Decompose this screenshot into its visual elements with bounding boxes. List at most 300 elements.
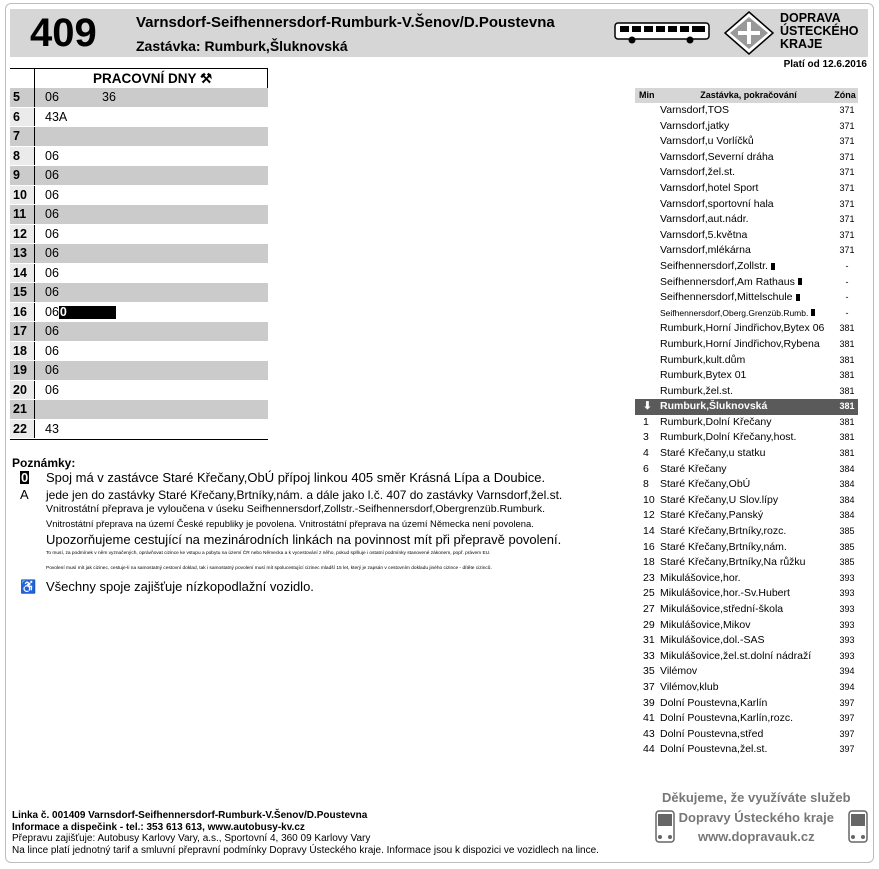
- stop-minute: [635, 290, 660, 306]
- hour-row: [10, 186, 268, 206]
- stop-zone: 397: [839, 744, 855, 755]
- note-wheelchair: [20, 579, 314, 595]
- note-mark: A: [20, 487, 29, 502]
- stop-minute: [635, 197, 660, 213]
- hour-label: 10: [10, 186, 34, 205]
- minutes: [34, 225, 268, 244]
- stop-minute: [635, 150, 660, 166]
- stop-minute: [635, 103, 660, 119]
- stop-row: [635, 165, 858, 181]
- wheelchair-icon: ♿: [20, 579, 37, 594]
- stop-name-text: Rumburk,Šluknovská: [660, 400, 768, 413]
- stop-name-text: Dolní Poustevna,Karlín,rozc.: [660, 712, 794, 725]
- stop-name: [660, 150, 836, 166]
- stop-zone: -: [845, 260, 849, 271]
- stop-name: [660, 368, 836, 384]
- hour-row: [10, 264, 268, 284]
- stop-minute: [635, 165, 660, 181]
- hour-row: [10, 322, 268, 342]
- stop-name: [660, 134, 836, 150]
- stop-name-text: Rumburk,Dolní Křečany: [660, 415, 772, 428]
- stop-name: [660, 306, 836, 322]
- stop-zone: 381: [839, 323, 855, 334]
- stop-name-text: Varnsdorf,Severní dráha: [660, 150, 774, 163]
- stop-zone: 371: [839, 182, 855, 193]
- stop-row: [635, 680, 858, 696]
- stop-minute: [635, 212, 660, 228]
- stop-name: [660, 524, 836, 540]
- hour-label: 9: [10, 166, 34, 185]
- note-mark: 0: [59, 306, 116, 319]
- minutes: [34, 108, 268, 127]
- stop-minute: [635, 337, 660, 353]
- departure-minute: 06: [45, 265, 59, 280]
- stop-minute: 3: [643, 431, 649, 444]
- footer-line: Linka č. 001409 Varnsdorf-Seifhennersdorf-Rumburk-V.Šenov/D.Poustevna: [12, 810, 368, 821]
- stop-row: [635, 664, 858, 680]
- stop-zone: 394: [839, 681, 855, 692]
- note-text: Upozorňujeme cestující na mezinárodních linkách na povinnost mít při přepravě povolení.: [46, 532, 562, 547]
- stop-name-text: Varnsdorf,sportovní hala: [660, 197, 774, 210]
- header-zone: Zóna: [834, 90, 856, 100]
- departure-minute: 06: [45, 246, 59, 260]
- stop-row: [635, 368, 858, 384]
- stop-minute: 35: [643, 665, 655, 678]
- stop-name-text: Seifhennersdorf,Am Rathaus: [660, 275, 795, 288]
- stop-name: [660, 742, 836, 758]
- border-mark-icon: [798, 278, 802, 285]
- hour-row: [10, 225, 268, 245]
- hour-label: 17: [10, 322, 34, 341]
- stop-zone: 381: [839, 354, 855, 365]
- stop-name: [660, 508, 836, 524]
- stop-row: [635, 103, 858, 119]
- stop-name: [660, 181, 836, 197]
- note-text: Vnitrostátní přeprava je vyloučena v úseku Seifhennersdorf,Zollstr.-Seifhennersdorf,Obergrenzüb.Rumburk.: [46, 503, 546, 515]
- hour-row: [10, 420, 268, 440]
- stop-zone: 381: [839, 370, 855, 381]
- stop-name-text: Staré Křečany: [660, 462, 727, 475]
- stop-name-text: Staré Křečany,Brtníky,Na růžku: [660, 556, 806, 569]
- stop-zone: 371: [839, 229, 855, 240]
- hour-row: [10, 381, 268, 401]
- stop-minute: [635, 181, 660, 197]
- stop-name: [660, 290, 836, 306]
- stop-name-text: Varnsdorf,žel.st.: [660, 166, 736, 179]
- stop-row: [635, 462, 858, 478]
- header-min: Min: [639, 90, 655, 100]
- hour-row: [10, 400, 268, 420]
- stop-minute: [635, 228, 660, 244]
- bus-icon: [614, 21, 710, 45]
- stop-name: [660, 462, 836, 478]
- stop-name: [660, 727, 836, 743]
- stop-zone: 371: [839, 198, 855, 209]
- departure-minute: 06: [45, 343, 59, 358]
- stop-zone: -: [845, 292, 849, 303]
- note-text: Vnitrostátní přeprava na území České republiky je povolena. Vnitrostátní přeprava na území Německa není povolena.: [46, 518, 534, 529]
- departure-minute: 06: [45, 207, 59, 221]
- hour-row: [10, 283, 268, 303]
- departure-minute: 06: [45, 168, 59, 182]
- stop-name-text: Varnsdorf,jatky: [660, 119, 730, 132]
- stop-minute: 23: [643, 571, 655, 584]
- stop-name-text: Staré Křečany,Brtníky,rozc.: [660, 525, 787, 538]
- stop-zone: 394: [839, 666, 855, 677]
- departure-minute: 43A: [45, 109, 68, 124]
- stop-minute: 8: [643, 478, 649, 491]
- timetable-header: [10, 68, 268, 88]
- thanks-line: www.dopravauk.cz: [698, 829, 815, 844]
- note-text: jede jen do zastávky Staré Křečany,Brtníky,nám. a dále jako l.č. 407 do zastávky Varnsdorf,žel.st.: [46, 488, 563, 502]
- stop-minute: 27: [643, 603, 655, 615]
- departure-minute: 06: [45, 304, 59, 319]
- timetable: [10, 68, 268, 440]
- stop-zone: 371: [839, 105, 855, 115]
- stop-name-text: Rumburk,Horní Jindřichov,Rybena: [660, 337, 820, 350]
- stop-zone: 371: [839, 136, 855, 147]
- note-mark: 0: [21, 470, 29, 485]
- stop-name-text: Mikulášovice,hor.-Sv.Hubert: [660, 587, 790, 600]
- stop-minute: 6: [643, 462, 649, 475]
- stop-row: [635, 742, 858, 758]
- stop-minute: 16: [643, 540, 655, 553]
- departure-minute: 06: [45, 382, 59, 397]
- stop-name-text: Varnsdorf,5.května: [660, 228, 748, 241]
- hour-row: [10, 342, 268, 362]
- stop-name: [660, 571, 836, 587]
- stop-zone: 397: [839, 728, 855, 739]
- stop-minute: 43: [643, 727, 655, 740]
- stop-minute: 29: [643, 618, 655, 631]
- stop-zone: 381: [839, 416, 855, 427]
- note-text: Všechny spoje zajišťuje nízkopodlažní vozidlo.: [46, 579, 314, 594]
- stop-minute: [635, 275, 660, 291]
- hour-label: 5: [10, 88, 34, 107]
- stop-minute: 44: [643, 743, 655, 756]
- stop-zone: 385: [839, 526, 855, 537]
- stop-name: [660, 586, 836, 602]
- border-mark-icon: [811, 309, 815, 316]
- hour-label: 15: [10, 283, 34, 302]
- stop-name: [660, 212, 836, 228]
- thanks-line: Děkujeme, že využíváte služeb: [662, 790, 851, 805]
- stop-name-text: Dolní Poustevna,Karlín: [660, 696, 768, 709]
- hour-label: 13: [10, 244, 34, 263]
- stop-name: [660, 165, 836, 181]
- stop-row: [635, 571, 858, 587]
- thanks-line: Dopravy Ústeckého kraje: [678, 809, 834, 825]
- hour-label: 12: [10, 225, 34, 244]
- stop-name-text: Seifhennersdorf,Zollstr.: [660, 259, 768, 272]
- stop-row: [635, 290, 858, 306]
- departure-minute: 43: [45, 421, 59, 436]
- stop-row: [635, 197, 858, 213]
- hour-row: [10, 108, 268, 128]
- stop-name: [660, 119, 836, 135]
- border-mark-icon: [796, 294, 800, 301]
- stop-name: [660, 696, 836, 712]
- hour-label: 22: [10, 420, 34, 439]
- stop-zone: 397: [839, 713, 855, 724]
- stop-name: [660, 477, 836, 493]
- minutes: [34, 420, 268, 439]
- stop-zone: -: [845, 276, 849, 287]
- hour-row: [10, 244, 268, 264]
- stop-row: [635, 508, 858, 524]
- stop-name: [660, 711, 836, 727]
- stop-zone: -: [845, 307, 849, 318]
- hour-label: 7: [10, 127, 34, 146]
- stop-name: [660, 353, 836, 369]
- footer-line: Informace a dispečink - tel.: 353 613 613, www.autobusy-kv.cz: [12, 821, 305, 833]
- stop-row: [635, 228, 858, 244]
- stop-row: [635, 555, 858, 571]
- hour-label: 11: [10, 205, 34, 224]
- stop-name: [660, 384, 836, 400]
- stop-name-text: Mikulášovice,Mikov: [660, 618, 751, 631]
- stop-name: [660, 399, 836, 415]
- hour-row: [10, 147, 268, 167]
- stop-zone: 393: [839, 650, 855, 661]
- stop-name-text: Mikulášovice,hor.: [660, 571, 741, 584]
- stop-row: [635, 275, 858, 291]
- stop-name-text: Rumburk,Bytex 01: [660, 369, 747, 382]
- stop-zone: 371: [839, 245, 855, 256]
- stop-row: [635, 134, 858, 150]
- stop-name: [660, 430, 836, 446]
- stop-zone: 381: [839, 338, 855, 349]
- stop-minute: [635, 134, 660, 150]
- stop-name-text: Staré Křečany,ObÚ: [660, 478, 751, 491]
- stop-row: [635, 243, 858, 259]
- stop-name-text: Vilémov,klub: [660, 680, 719, 693]
- stop-name: [660, 103, 836, 119]
- stop-name-text: Mikulášovice,střední-škola: [660, 603, 784, 615]
- note-text: Povolení musí mít jak cizinec, cestuje-li na samostatný cestovní doklad, tak i samostatný povolení musí mít spolucestující cizinec mladší 15 let, který je zapsán v cestovním dokladu jiného cizince - dítěte cizinců.: [46, 566, 492, 571]
- minutes: [34, 166, 268, 185]
- minutes: [34, 244, 268, 263]
- stop-name-text: Mikulášovice,dol.-SAS: [660, 634, 765, 647]
- stop-name: [660, 633, 836, 649]
- departure: [45, 303, 116, 322]
- stop-zone: 384: [839, 463, 855, 474]
- stop-zone: 393: [839, 604, 855, 614]
- minutes: [34, 342, 268, 361]
- minutes: [34, 361, 268, 380]
- note-text: To musí, za podmínek v něm vyznačených, oprávňovat cizince ke vstupu a pobytu na území ČR nebo Německa a k vycestování z něho, pokud splňuje i ostatní podmínky stanovené zákonem, popř. právem EU.: [46, 551, 491, 556]
- stop-minute: 1: [643, 415, 649, 428]
- line-number: 409: [30, 11, 97, 55]
- hour-row: [10, 88, 268, 108]
- stop-name-text: Varnsdorf,TOS: [660, 104, 730, 116]
- stop-row: [635, 337, 858, 353]
- stop-list: [635, 88, 858, 758]
- current-stop-row: [635, 399, 858, 415]
- stop-row: [635, 727, 858, 743]
- stop-zone: 393: [839, 635, 855, 646]
- stop-zone: 371: [839, 214, 855, 225]
- stop-name: [660, 602, 836, 618]
- minutes: [34, 147, 268, 166]
- route-title: Varnsdorf-Seifhennersdorf-Rumburk-V.Šenov/D.Poustevna: [136, 14, 555, 31]
- stop-row: [635, 415, 858, 431]
- timetable-title: PRACOVNÍ DNY ⚒: [34, 69, 268, 88]
- stop-minute: ⬇: [643, 400, 652, 413]
- hour-label: 19: [10, 361, 34, 380]
- logo-line: ÚSTECKÉHO: [780, 24, 859, 38]
- bus-front-icon: [848, 810, 868, 846]
- stop-row: [635, 633, 858, 649]
- logo-line: KRAJE: [780, 37, 823, 51]
- stop-name-text: Rumburk,Horní Jindřichov,Bytex 06: [660, 322, 825, 335]
- stop-zone: 381: [839, 401, 855, 412]
- stop-name-text: Staré Křečany,Panský: [660, 509, 764, 522]
- stop-name: [660, 540, 836, 556]
- hour-row: [10, 361, 268, 381]
- stop-minute: 37: [643, 680, 655, 693]
- stop-name-text: Seifhennersdorf,Mittelschule: [660, 291, 793, 304]
- stop-minute: 39: [643, 696, 655, 709]
- note-a: [20, 487, 562, 502]
- stop-row: [635, 353, 858, 369]
- stop-minute: 25: [643, 587, 655, 600]
- hour-label: 8: [10, 147, 34, 166]
- note-0: [20, 470, 545, 485]
- stop-name-text: Staré Křečany,u statku: [660, 447, 766, 460]
- stop-name-text: Vilémov: [660, 665, 698, 678]
- hour-label: 6: [10, 108, 34, 127]
- stop-name: [660, 337, 836, 353]
- hour-label: 14: [10, 264, 34, 283]
- stop-name-text: Dolní Poustevna,žel.st.: [660, 743, 768, 756]
- stop-name: [660, 243, 836, 259]
- stop-row: [635, 618, 858, 634]
- stop-name: [660, 555, 836, 571]
- stop-row: [635, 602, 858, 618]
- stop-zone: 384: [839, 479, 855, 490]
- notes-title: Poznámky:: [12, 456, 76, 470]
- minutes: [34, 381, 268, 400]
- departure-minute: 06: [45, 148, 59, 163]
- stop-row: [635, 711, 858, 727]
- stop-name-text: Rumburk,žel.st.: [660, 384, 733, 397]
- stop-minute: [635, 353, 660, 369]
- departure-minute: 06: [45, 187, 59, 202]
- hour-label: 20: [10, 381, 34, 400]
- stop-name-text: Staré Křečany,Brtníky,nám.: [660, 540, 787, 553]
- stop-row: [635, 321, 858, 337]
- stop-zone: 381: [839, 448, 855, 459]
- stop-name: Zastávka: Rumburk,Šluknovská: [136, 38, 348, 54]
- departure-minute: 06: [45, 363, 59, 377]
- stop-name: [660, 197, 836, 213]
- stop-minute: [635, 321, 660, 337]
- stop-minute: [635, 243, 660, 259]
- stop-minute: 41: [643, 712, 655, 725]
- stop-row: [635, 540, 858, 556]
- footer-line: Přepravu zajišťuje: Autobusy Karlovy Vary, a.s., Sportovní 4, 360 09 Karlovy Vary: [12, 833, 371, 845]
- stop-zone: 371: [839, 151, 855, 162]
- minutes: [34, 264, 268, 283]
- stop-name: [660, 415, 836, 431]
- stop-name-text: Varnsdorf,aut.nádr.: [660, 213, 749, 226]
- minutes: [34, 400, 268, 419]
- stop-name: [660, 228, 836, 244]
- departure-minute: 06: [45, 226, 59, 241]
- footer: [12, 810, 599, 856]
- hour-row: [10, 303, 268, 323]
- stop-minute: [635, 368, 660, 384]
- stop-name: [660, 493, 836, 509]
- stop-row: [635, 477, 858, 493]
- logo-icon: [724, 11, 774, 55]
- stop-zone: 393: [839, 572, 855, 583]
- stop-minute: 33: [643, 649, 655, 662]
- hour-label: 21: [10, 400, 34, 419]
- stop-minute: 18: [643, 556, 655, 569]
- border-mark-icon: [771, 263, 775, 270]
- departure-minute: 06: [45, 324, 59, 338]
- departure-minute: 06: [45, 90, 59, 104]
- minutes: [34, 127, 268, 146]
- stop-zone: 393: [839, 588, 855, 599]
- stop-row: [635, 212, 858, 228]
- stop-name-text: Staré Křečany,U Slov.lípy: [660, 493, 779, 506]
- stop-row: [635, 306, 858, 322]
- hour-row: [10, 205, 268, 225]
- stop-name-text: Mikulášovice,žel.st.dolní nádraží: [660, 649, 812, 662]
- stop-name: [660, 680, 836, 696]
- stop-zone: 371: [839, 120, 855, 131]
- header-name: Zastávka, pokračování: [700, 90, 797, 100]
- stop-zone: 384: [839, 494, 855, 505]
- stop-minute: 31: [643, 634, 655, 647]
- stop-row: [635, 524, 858, 540]
- stop-row: [635, 649, 858, 665]
- stop-minute: [635, 119, 660, 135]
- departure-minute: 06: [45, 285, 59, 299]
- stop-row: [635, 696, 858, 712]
- stop-minute: 4: [643, 447, 649, 460]
- stop-zone: 393: [839, 619, 855, 630]
- hour-row: [10, 127, 268, 147]
- stop-name: [660, 321, 836, 337]
- minutes: [34, 205, 268, 224]
- hour-label: 16: [10, 303, 34, 322]
- stop-minute: [635, 306, 660, 322]
- stop-name: [660, 259, 836, 275]
- stop-name-text: Dolní Poustevna,střed: [660, 727, 764, 740]
- stop-row: [635, 430, 858, 446]
- stop-row: [635, 446, 858, 462]
- footer-line: Na lince platí jednotný tarif a smluvní přepravní podmínky Dopravy Ústeckého kraje. Informace jsou k dispozici ve vozidlech na lince.: [12, 844, 599, 856]
- stop-name-text: Rumburk,kult.dům: [660, 353, 746, 366]
- note-text: Spoj má v zastávce Staré Křečany,ObÚ přípoj linkou 405 směr Krásná Lípa a Doubice.: [46, 470, 546, 485]
- stop-zone: 384: [839, 510, 855, 521]
- stop-name-text: Varnsdorf,u Vorlíčků: [660, 135, 754, 148]
- minutes: [34, 88, 268, 107]
- stop-row: [635, 119, 858, 135]
- stop-name-text: Rumburk,Dolní Křečany,host.: [660, 431, 797, 444]
- stop-row: [635, 259, 858, 275]
- stop-name: [660, 446, 836, 462]
- stop-minute: 12: [643, 509, 655, 522]
- stop-name-text: Varnsdorf,mlékárna: [660, 244, 751, 257]
- minutes: [34, 322, 268, 341]
- stop-zone: 381: [839, 432, 855, 443]
- stop-list-header: [635, 88, 858, 103]
